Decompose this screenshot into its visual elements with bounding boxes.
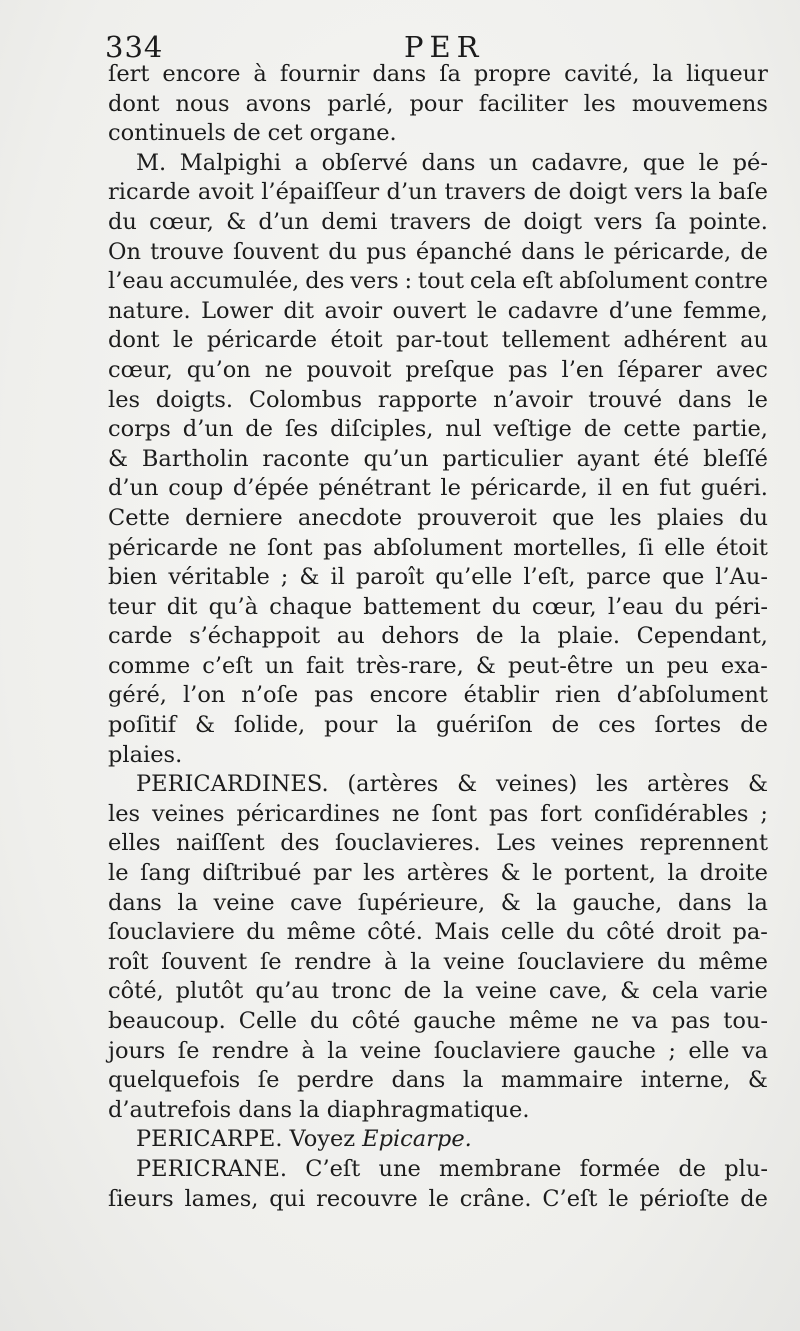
text-line: jours ſe rendre à la veine ſouclaviere gauche ; elle va [108, 1037, 768, 1064]
text-line: bien véritable ; & il paroît qu’elle l’eſt, parce que l’Au- [108, 564, 768, 591]
text-line: teur dit qu’à chaque battement du cœur, l’eau du péri- [108, 593, 768, 620]
text-line: ricarde avoit l’épaiſſeur d’un travers de doigt vers la baſe [108, 179, 768, 206]
text-line: nature. Lower dit avoir ouvert le cadavre d’une femme, [108, 297, 768, 324]
text-line: Cette derniere anecdote prouveroit que les plaies du [108, 504, 768, 531]
text-line: beaucoup. Celle du côté gauche même ne va pas tou- [108, 1008, 768, 1034]
page-number: 334 [105, 30, 164, 64]
text-line: comme c’eſt un fait très-rare, & peut-être un peu exa- [108, 652, 768, 679]
text-line: poſitif & ſolide, pour la guériſon de ces ſortes de [108, 712, 768, 739]
text-line: d’un coup d’épée pénétrant le péricarde, il en fut guéri. [108, 475, 768, 502]
text-line: plaies. [108, 741, 183, 768]
body-text [108, 60, 768, 1214]
text-line: roît ſouvent ſe rendre à la veine ſouclaviere du même [108, 948, 768, 975]
text-line: PERICRANE. C’eſt une membrane formée de plu- [136, 1155, 768, 1182]
text-line: PERICARDINES. (artères & veines) les artères & [136, 771, 768, 798]
text-line: PERICARPE. Voyez Epicarpe. [136, 1126, 472, 1153]
text-line: ſieurs lames, qui recouvre le crâne. C’eſt le périoſte de [108, 1185, 768, 1212]
text-line: carde s’échappoit au dehors de la plaie. Cependant, [108, 623, 768, 650]
text-line: elles naiſſent des ſouclavieres. Les veines reprennent [108, 830, 768, 857]
text-line: continuels de cet organe. [108, 120, 397, 147]
text-line: dont nous avons parlé, pour faciliter les mouvemens [108, 90, 768, 117]
text-line: dont le péricarde étoit par-tout tellement adhérent au [108, 327, 768, 354]
text-line: On trouve ſouvent du pus épanché dans le péricarde, de [108, 238, 768, 265]
text-line: M. Malpighi a obſervé dans un cadavre, que le pé- [136, 149, 768, 176]
running-head: PER [404, 30, 485, 64]
text-line: les veines péricardines ne ſont pas fort conſidérables ; [108, 800, 768, 827]
text-line: quelquefois ſe perdre dans la mammaire interne, & [108, 1067, 768, 1094]
text-line: cœur, qu’on ne pouvoit preſque pas l’en ſéparer avec [108, 356, 768, 383]
text-line: le ſang diſtribué par les artères & le portent, la droite [108, 860, 768, 887]
text-line: dans la veine cave ſupérieure, & la gauche, dans la [108, 889, 768, 916]
text-line: ſert encore à fournir dans ſa propre cavité, la liqueur [108, 61, 768, 87]
text-line: géré, l’on n’oſe pas encore établir rien d’abſolument [108, 682, 768, 709]
text-line: & Bartholin raconte qu’un particulier ayant été bleſſé [108, 445, 768, 472]
text-line: côté, plutôt qu’au tronc de la veine cave, & cela varie [108, 978, 768, 1005]
text-line: d’autrefois dans la diaphragmatique. [108, 1096, 530, 1123]
text-line: péricarde ne ſont pas abſolument mortelles, ſi elle étoit [108, 534, 768, 561]
text-line: les doigts. Colombus rapporte n’avoir trouvé dans le [108, 386, 768, 413]
text-line: l’eau accumulée, des vers : tout cela eſt abſolument contre [108, 268, 768, 295]
text-line: corps d’un de ſes diſciples, nul veſtige de cette partie, [108, 416, 768, 443]
text-line: du cœur, & d’un demi travers de doigt vers ſa pointe. [108, 208, 768, 235]
text-line: ſouclaviere du même côté. Mais celle du côté droit pa- [108, 919, 768, 946]
